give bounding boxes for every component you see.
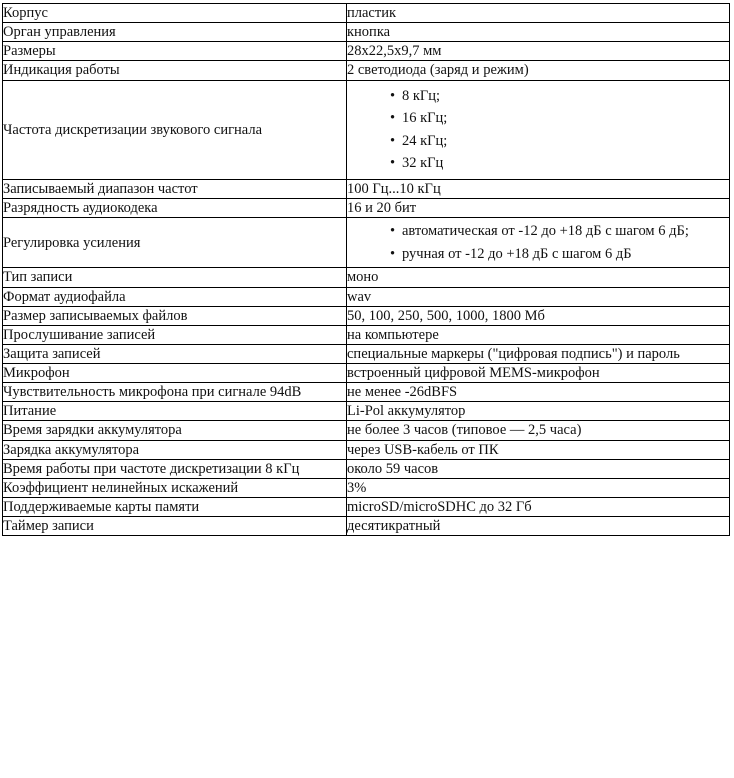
value-bullet-list (347, 81, 729, 179)
parameter-name-cell: Частота дискретизации звукового сигнала (3, 80, 347, 179)
parameter-name-cell: Корпус (3, 4, 347, 23)
table-row (3, 364, 730, 383)
list-item-label: 16 кГц; (402, 110, 448, 127)
parameter-value-cell: кнопка (347, 23, 730, 42)
parameter-name-cell: Таймер записи (3, 517, 347, 536)
table-row (3, 42, 730, 61)
table-row (3, 199, 730, 218)
parameter-value-cell (347, 80, 730, 179)
specification-table-body (3, 4, 730, 536)
table-row (3, 23, 730, 42)
bullet-point-icon: • (390, 223, 396, 240)
value-bullet-list (347, 218, 729, 267)
parameter-value-cell: 50, 100, 250, 500, 1000, 1800 Мб (347, 306, 730, 325)
table-row (3, 344, 730, 363)
parameter-name-cell: Размеры (3, 42, 347, 61)
parameter-value-cell: Li-Pol аккумулятор (347, 402, 730, 421)
list-item (391, 220, 729, 243)
bullet-point-icon: • (390, 132, 396, 149)
parameter-value-cell: 16 и 20 бит (347, 199, 730, 218)
table-row (3, 179, 730, 198)
table-row (3, 440, 730, 459)
table-row (3, 61, 730, 80)
bullet-point-icon: • (390, 87, 396, 104)
parameter-name-cell: Формат аудиофайла (3, 287, 347, 306)
parameter-name-cell: Регулировка усиления (3, 218, 347, 268)
list-item (391, 130, 729, 153)
parameter-name-cell: Тип записи (3, 268, 347, 287)
parameter-name-cell: Поддерживаемые карты памяти (3, 497, 347, 516)
parameter-name-cell: Питание (3, 402, 347, 421)
table-row (3, 306, 730, 325)
list-item-label: 32 кГц (402, 155, 444, 172)
parameter-value-cell: не менее -26dBFS (347, 383, 730, 402)
parameter-value-cell: моно (347, 268, 730, 287)
table-row (3, 517, 730, 536)
parameter-value-cell: 2 светодиода (заряд и режим) (347, 61, 730, 80)
parameter-value-cell: 3% (347, 478, 730, 497)
table-row (3, 268, 730, 287)
bullet-point-icon: • (390, 155, 396, 172)
table-row (3, 325, 730, 344)
specification-table (2, 3, 730, 536)
list-item (391, 243, 729, 266)
parameter-name-cell: Время зарядки аккумулятора (3, 421, 347, 440)
parameter-value-cell: microSD/microSDHC до 32 Гб (347, 497, 730, 516)
table-row (3, 478, 730, 497)
parameter-name-cell: Записываемый диапазон частот (3, 179, 347, 198)
table-row (3, 4, 730, 23)
parameter-value-cell: 100 Гц...10 кГц (347, 179, 730, 198)
parameter-name-cell: Размер записываемых файлов (3, 306, 347, 325)
table-row (3, 402, 730, 421)
table-row (3, 421, 730, 440)
list-item-label: 24 кГц; (402, 132, 448, 149)
list-item-label: ручная от -12 до +18 дБ с шагом 6 дБ (402, 245, 632, 262)
parameter-value-cell: не более 3 часов (типовое — 2,5 часа) (347, 421, 730, 440)
parameter-name-cell: Время работы при частоте дискретизации 8 кГц (3, 459, 347, 478)
parameter-name-cell: Защита записей (3, 344, 347, 363)
parameter-value-cell: через USB-кабель от ПК (347, 440, 730, 459)
parameter-name-cell: Коэффициент нелинейных искажений (3, 478, 347, 497)
table-row (3, 80, 730, 179)
parameter-name-cell: Индикация работы (3, 61, 347, 80)
table-row (3, 383, 730, 402)
parameter-name-cell: Прослушивание записей (3, 325, 347, 344)
parameter-value-cell: встроенный цифровой MEMS-микрофон (347, 364, 730, 383)
parameter-name-cell: Микрофон (3, 364, 347, 383)
table-row (3, 287, 730, 306)
bullet-point-icon: • (390, 245, 396, 262)
table-row (3, 459, 730, 478)
parameter-value-cell: 28x22,5x9,7 мм (347, 42, 730, 61)
bullet-point-icon: • (390, 110, 396, 127)
list-item-label: автоматическая от -12 до +18 дБ с шагом 6 дБ; (402, 223, 689, 240)
table-row (3, 497, 730, 516)
parameter-name-cell: Орган управления (3, 23, 347, 42)
parameter-value-cell: специальные маркеры ("цифровая подпись") и пароль (347, 344, 730, 363)
list-item (391, 152, 729, 175)
parameter-name-cell: Разрядность аудиокодека (3, 199, 347, 218)
parameter-value-cell (347, 218, 730, 268)
parameter-name-cell: Чувствительность микрофона при сигнале 94dB (3, 383, 347, 402)
parameter-value-cell: пластик (347, 4, 730, 23)
list-item (391, 85, 729, 108)
list-item-label: 8 кГц; (402, 87, 441, 104)
parameter-value-cell: на компьютере (347, 325, 730, 344)
parameter-value-cell: wav (347, 287, 730, 306)
parameter-value-cell: десятикратный (347, 517, 730, 536)
parameter-name-cell: Зарядка аккумулятора (3, 440, 347, 459)
table-row (3, 218, 730, 268)
list-item (391, 107, 729, 130)
parameter-value-cell: около 59 часов (347, 459, 730, 478)
